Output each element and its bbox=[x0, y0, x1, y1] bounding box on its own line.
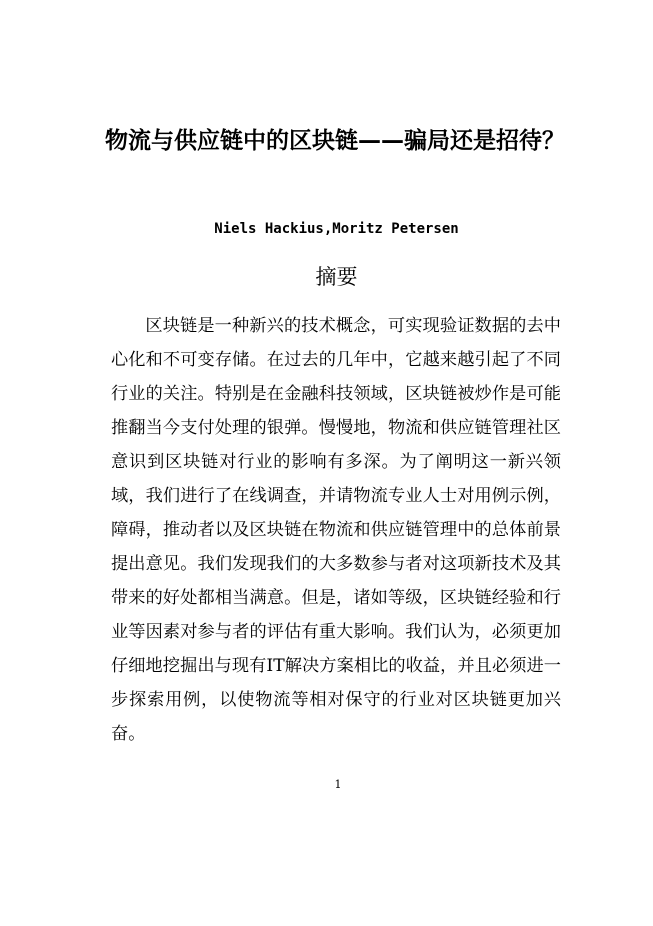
paper-title: 物流与供应链中的区块链——骗局还是招待？ bbox=[105, 128, 565, 154]
abstract-body: 区块链是一种新兴的技术概念，可实现验证数据的去中心化和不可变存储。在过去的几年中，它越来越引起了不同行业的关注。特别是在金融科技领域，区块链被炒作是可能推翻当今支付处理的银弹。慢慢地，物流和供应链管理社区意识到区块链对行业的影响有多深。为了阐明这一新兴领域，我们进行了在线调查，并请物流专业人士对用例示例，障碍，推动者以及区块链在物流和供应链管理中的总体前景提出意见。我们发现我们的大多数参与者对这项新技术及其带来的好处都相当满意。但是，诸如等级，区块链经验和行业等因素对参与者的评估有重大影响。我们认为，必须更加仔细地挖掘出与现有IT解决方案相比的收益，并且必须进一步探索用例，以使物流等相对保守的行业对区块链更加兴奋。 bbox=[111, 316, 561, 744]
page-number: 1 bbox=[334, 778, 342, 791]
abstract-heading: 摘要 bbox=[315, 265, 358, 289]
paper-authors: Niels Hackius,Moritz Petersen bbox=[214, 221, 459, 237]
